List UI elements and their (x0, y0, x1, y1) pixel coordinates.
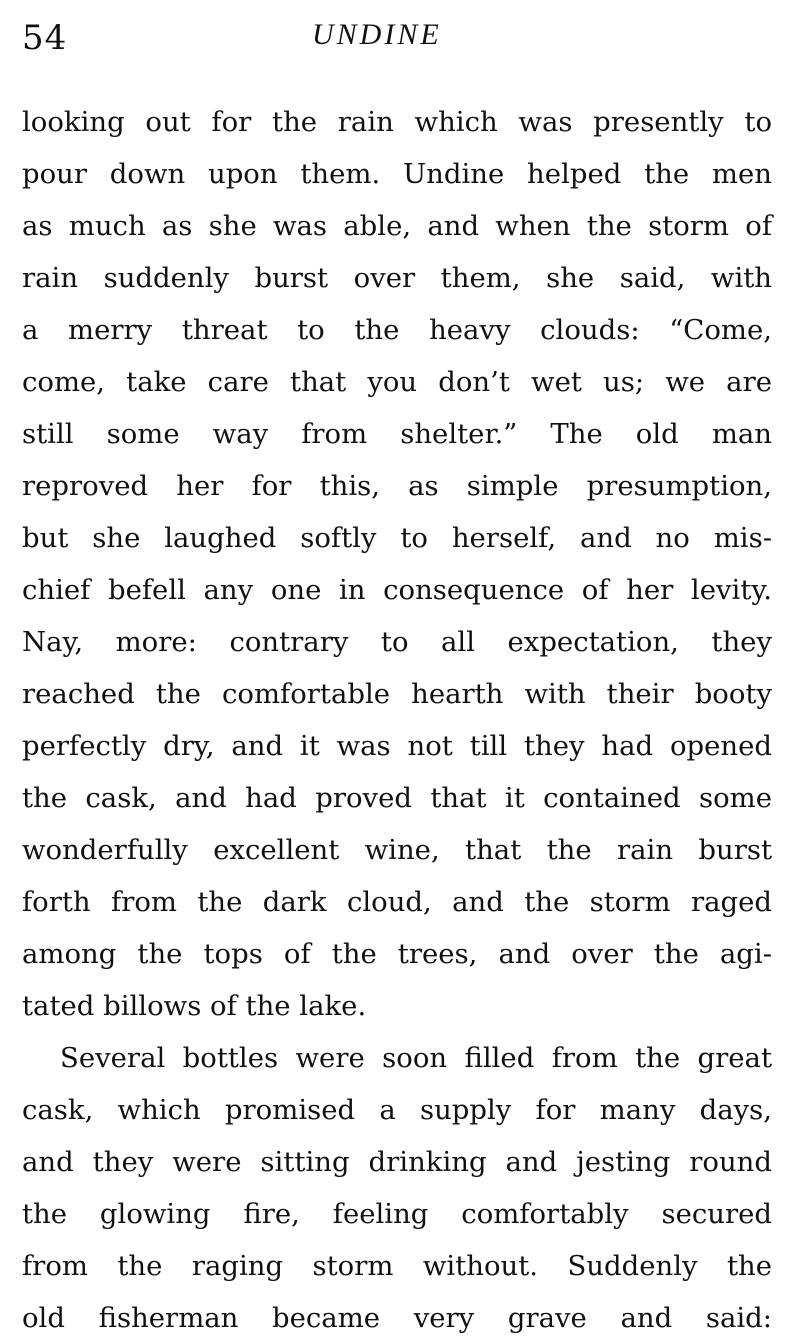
text-line: come, take care that you don’t wet us; we are (22, 366, 772, 398)
page-number: 54 (22, 18, 68, 58)
text-line: among the tops of the trees, and over the agi- (22, 938, 772, 970)
running-title: UNDINE (312, 18, 442, 51)
text-line: a merry threat to the heavy clouds: “Come, (22, 314, 772, 346)
text-line: still some way from shelter.” The old man (22, 418, 772, 450)
text-line: reproved her for this, as simple presumption, (22, 470, 772, 502)
text-line: wonderfully excellent wine, that the rain burst (22, 834, 772, 866)
text-line: pour down upon them. Undine helped the men (22, 158, 772, 190)
text-line: and they were sitting drinking and jesting round (22, 1146, 772, 1178)
body-text (22, 96, 772, 1344)
text-line: old fisherman became very grave and said: (22, 1302, 772, 1334)
text-line: rain suddenly burst over them, she said, with (22, 262, 772, 294)
text-line: perfectly dry, and it was not till they had opened (22, 730, 772, 762)
text-line: the glowing fire, feeling comfortably secured (22, 1198, 772, 1230)
page-header (22, 14, 772, 62)
text-line: Nay, more: contrary to all expectation, they (22, 626, 772, 658)
paragraph-1 (22, 96, 772, 1032)
text-line: looking out for the rain which was presently to (22, 106, 772, 138)
text-line: tated billows of the lake. (22, 990, 367, 1022)
paragraph-2 (22, 1032, 772, 1344)
text-line: the cask, and had proved that it contained some (22, 782, 772, 814)
text-line: forth from the dark cloud, and the storm raged (22, 886, 772, 918)
text-line: from the raging storm without. Suddenly the (22, 1250, 772, 1282)
text-line: as much as she was able, and when the storm of (22, 210, 772, 242)
text-line: cask, which promised a supply for many days, (22, 1094, 772, 1126)
text-line: reached the comfortable hearth with their booty (22, 678, 772, 710)
text-line: Several bottles were soon filled from the great (60, 1042, 772, 1074)
text-line: but she laughed softly to herself, and no mis- (22, 522, 772, 554)
text-line: chief befell any one in consequence of her levity. (22, 574, 772, 606)
